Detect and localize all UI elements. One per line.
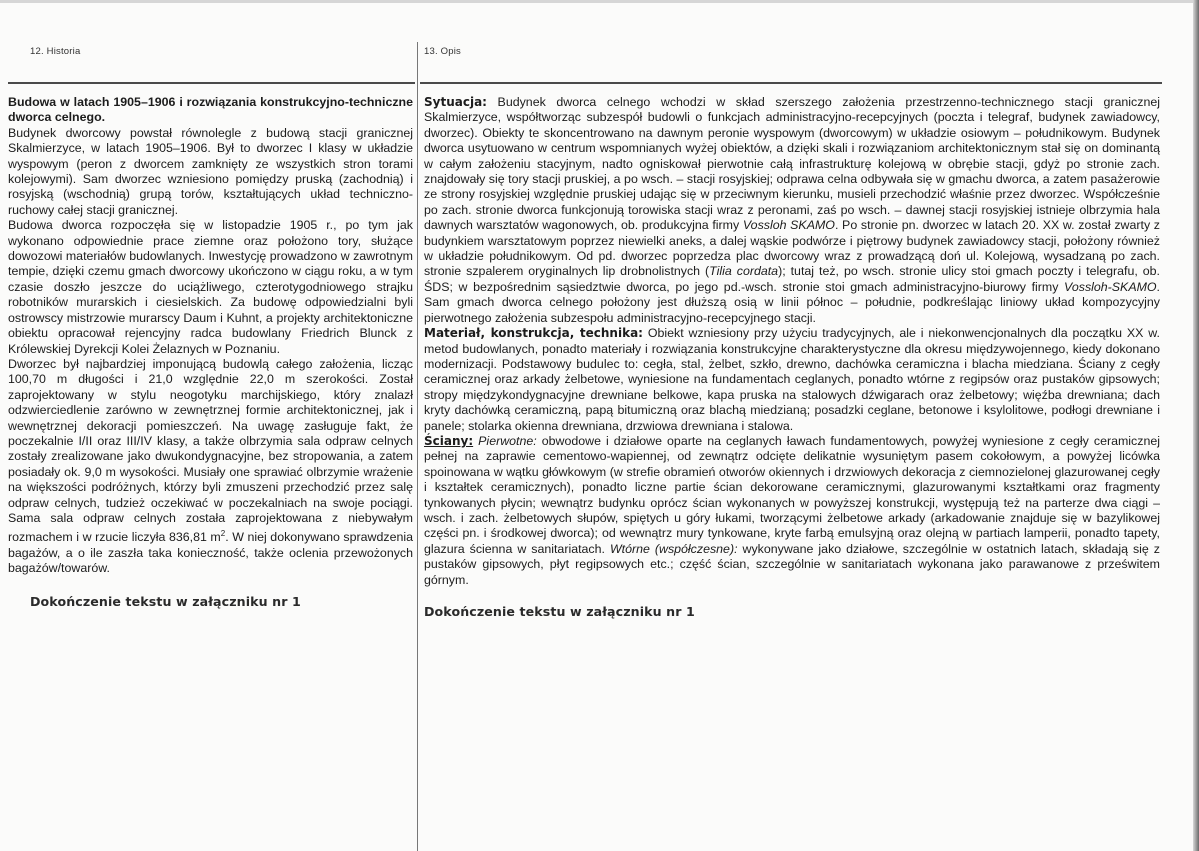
walls-label: Ściany: [424, 433, 474, 448]
scan-edge-right [1193, 0, 1199, 851]
situation-firm-2: Vossloh-SKAMO [1064, 279, 1157, 294]
area-unit-superscript: 2 [220, 529, 226, 539]
section-heading-history: 12. Historia [30, 46, 81, 57]
situation-text-c: ); tutaj też, po wsch. stronie ulicy stoi gmach poczty i telegrafu, ob. ŚDS; w bezpośrednim sąsiedztwie dworca, po jego pd.-wsch. stronie stoi gmach administracyjno-biurowy firmy [424, 264, 1160, 294]
heading-rule-left [8, 82, 415, 84]
history-paragraph-3-end: . W niej dokonywano sprawdzenia bagażów, a o ile zaszła taka konieczność, także oclenia przewożonych bagażów/towarów. [8, 530, 413, 576]
walls-original-label: Pierwotne: [478, 433, 537, 448]
history-paragraph-2: Budowa dworca rozpoczęła się w listopadzie 1905 r., po tym jak wykonano odpowiednie prace ziemne oraz położono tory, służące dowozowi materiałów budowlanych. Inwestycję prowadzono w zawrotnym tempie, dzięki czemu gmach dworcowy ukończono w ciągu roku, a w tym czasie doszło jeszcze do uciążliwego, czterotygodniowego strajku robotników murarskich i ciesielskich. Za budowę odpowiedzialni byli ostrowscy mistrzowie murarscy Daum i Kuhnt, a projekty architektoniczne obiektu opracował rejencyjny radca budowlany Friedrich Blunck z Królewskiej Dyrekcji Kolei Żelaznych w Poznaniu. [8, 218, 413, 356]
situation-text-d: . Sam gmach dworca celnego położony jest dłuższą osią w linii północ – południe, podkreślając liniowy układ kompozycyjny pierwotnego założenia subzespołu administracyjno-recepcyjnego stacji. [424, 279, 1160, 325]
history-title: Budowa w latach 1905–1906 i rozwiązania konstrukcyjno-techniczne dworca celnego. [8, 95, 413, 125]
material-text: Obiekt wzniesiony przy użyciu tradycyjnych, ale i niekonwencjonalnych dla początku XX w. metod budowlanych, ponadto materiały i rozwiązania konstrukcyjne charakterystyczne dla okresu międzywojennego, kiedy dokonano modernizacji. Podstawowy budulec to: cegła, stal, żelbet, szkło, drewno, dachówka ceramiczna i blacha miedziana. Ściany z cegły ceramicznej oraz arkady żelbetowe, wyniesione na fundamentach ceglanych, ponadto wtórne z regipsów oraz pustaków gipsowych; stropy międzykondygnacyjne drewniane belkowe, kapa pruska na stalowych dźwigarach oraz żelbetowy; więźba drewniana; dach kryty dachówką ceramiczną, papą bitumiczną oraz blachą miedzianą; posadzki ceglane, betonowe i ksylolitowe, podłogi drewniane i panele; stolarka okienna drewniana, drzwiowa drewniana i stalowa. [424, 326, 1161, 433]
history-paragraph-1: Budynek dworcowy powstał równolegle z budową stacji granicznej Skalmierzyce, w latach 1905–1906. Był to dworzec I klasy w układzie wyspowym (peron z dworcem zamknięty ze wszystkich stron torami kolejowymi). Sam dworzec wzniesiono pomiędzy pruską (zachodnią) i rosyjską (wschodnią) grupą torów, kształtujących układ techniczno-ruchowy całej stacji granicznej. [8, 125, 413, 217]
history-footer-note: Dokończenie tekstu w załączniku nr 1 [30, 593, 301, 609]
situation-label: Sytuacja: [424, 95, 487, 109]
material-label: Materiał, konstrukcja, technika: [424, 326, 643, 341]
scan-edge-top [0, 0, 1199, 3]
section-heading-description: 13. Opis [424, 46, 461, 57]
walls-secondary-text: wykonywane jako działowe, szczególnie w ostatnich latach, składają się z pustaków gipsowych, płyt regipsowych etc.; część ścian, szczególnie w sanitariatach wykonana jako parawanowe z prześwitem górnym. [424, 541, 1160, 587]
situation-paragraph [424, 95, 1160, 326]
situation-firm-1: Vossloh SKAMO [742, 218, 835, 233]
situation-latin-name: Tilia cordata [709, 264, 779, 279]
history-column [8, 95, 413, 609]
heading-rule-right [420, 82, 1162, 84]
situation-text-a: Budynek dworca celnego wchodzi w skład szerszego założenia przestrzenno-technicznego stacji granicznej Skalmierzyce, współtworząc subzespół budowli o funkcjach administracyjno-recepcyjnych (poczta i telegraf, budynek zawiadowcy, dworzec). Obiekty te skoncentrowano na dawnym peronie wyspowym (dworcowym) w układzie osiowym – południkowym. Budynek dworca usytuowano w centrum wspomnianych wyżej obiektów, a dzięki skali i rozwiązaniom architektonicznym stał się on dominantą w całym założeniu stacyjnym, nadto ogniskował pierwotnie całą infrastrukturę kolejową w obrębie stacji, gdyż po stronie zach. znajdowały się tory stacji pruskiej, a po wsch. – stacji rosyjskiej; odprawa celna odbywała się w gmachu dworca, a zatem pasażerowie ze strony rosyjskiej względnie pruskiej udając się w przeciwnym kierunku, musieli przechodzić właśnie przez dworzec. Współcześnie po zach. stronie dworca funkcjonują torowiska stacji wraz z peronami, zaś po wsch. – dawnej stacji rosyjskiej istnieje olbrzymia hala dawnych warsztatów wagonowych, ob. produkcyjna firmy [424, 95, 1160, 233]
material-paragraph [424, 326, 1160, 434]
column-divider [417, 42, 418, 851]
history-paragraph-3-text: Dworzec był najbardziej imponującą budowlą całego założenia, licząc 100,70 m długości i 21,0 względnie 22,0 m szerokości. Został zaprojektowany w stylu neogotyku marchijskiego, który znalazł odzwierciedlenie zarówno w zewnętrznej formie architektonicznej, jak i wewnętrznej dekoracji pomieszczeń. Na uwagę zasługuje fakt, że poczekalnie I/II oraz III/IV klasy, a także olbrzymia sala odpraw celnych zostały zrealizowane jako dwukondygnacyjne, bez stropowania, a zatem posiadały ok. 9,0 m wysokości. Musiały one sprawiać olbrzymie wrażenie na większości podróżnych, którzy byli zmuszeni przechodzić przez salę odpraw celnych, tudzież oczekiwać w poczekalniach na swoje pociągi. Sama sala odpraw celnych została zaprojektowana z niebywałym rozmachem i w rzucie liczyła 836,81 m [8, 356, 413, 545]
situation-text-b: . Po stronie pn. dworzec w latach 20. XX w. został zwarty z budynkiem warsztatowym poprzez niewielki aneks, a dalej wąskie podwórze i piętrowy budynek zawiadowcy stacji, położony również w układzie południkowym. Od pd. dworzec poprzedza plac dworcowy wraz z prowadzącą doń ul. Kolejową, wysadzaną po zach. stronie szpalerem oryginalnych lip drobnolistnych ( [424, 218, 1161, 279]
walls-paragraph [424, 434, 1160, 588]
history-paragraph-3 [8, 357, 413, 577]
description-column [424, 95, 1160, 619]
walls-secondary-label: Wtórne (współczesne): [609, 541, 738, 556]
description-footer-note: Dokończenie tekstu w załączniku nr 1 [424, 604, 695, 619]
walls-original-text: obwodowe i działowe oparte na ceglanych ławach fundamentowych, powyżej wyniesione z cegły ceramicznej pełnej na zaprawie cementowo-wapiennej, od zewnątrz odcięte delikatnie wysuniętym pasem cokołowym, a powyżej licówka spoinowana w wątku główkowym (w strefie obramień otworów okiennych i drzwiowych dekoracja z ciemnozielonej glazurowanej cegły i kształtek ceramicznych), ponadto liczne partie ścian dekorowane ceramicznymi, glazurowanymi kształtkami oraz fragmenty tynkowanych płycin; wewnątrz budynku oprócz ścian wykonanych w powyższej konstrukcji, występują też na parterze dwa ciągi – wsch. i zach. żelbetowych słupów, spiętych u góry łukami, tworzącymi żelbetowe arkady (arkadowanie znajduje się w bazylikowej części pn. i środkowej dworca); od wewnątrz mury tynkowane, kryte farbą emulsyjną oraz olejną w partiach lamperii, ponadto tapety, glazura ścienna w sanitariatach. [424, 433, 1160, 556]
